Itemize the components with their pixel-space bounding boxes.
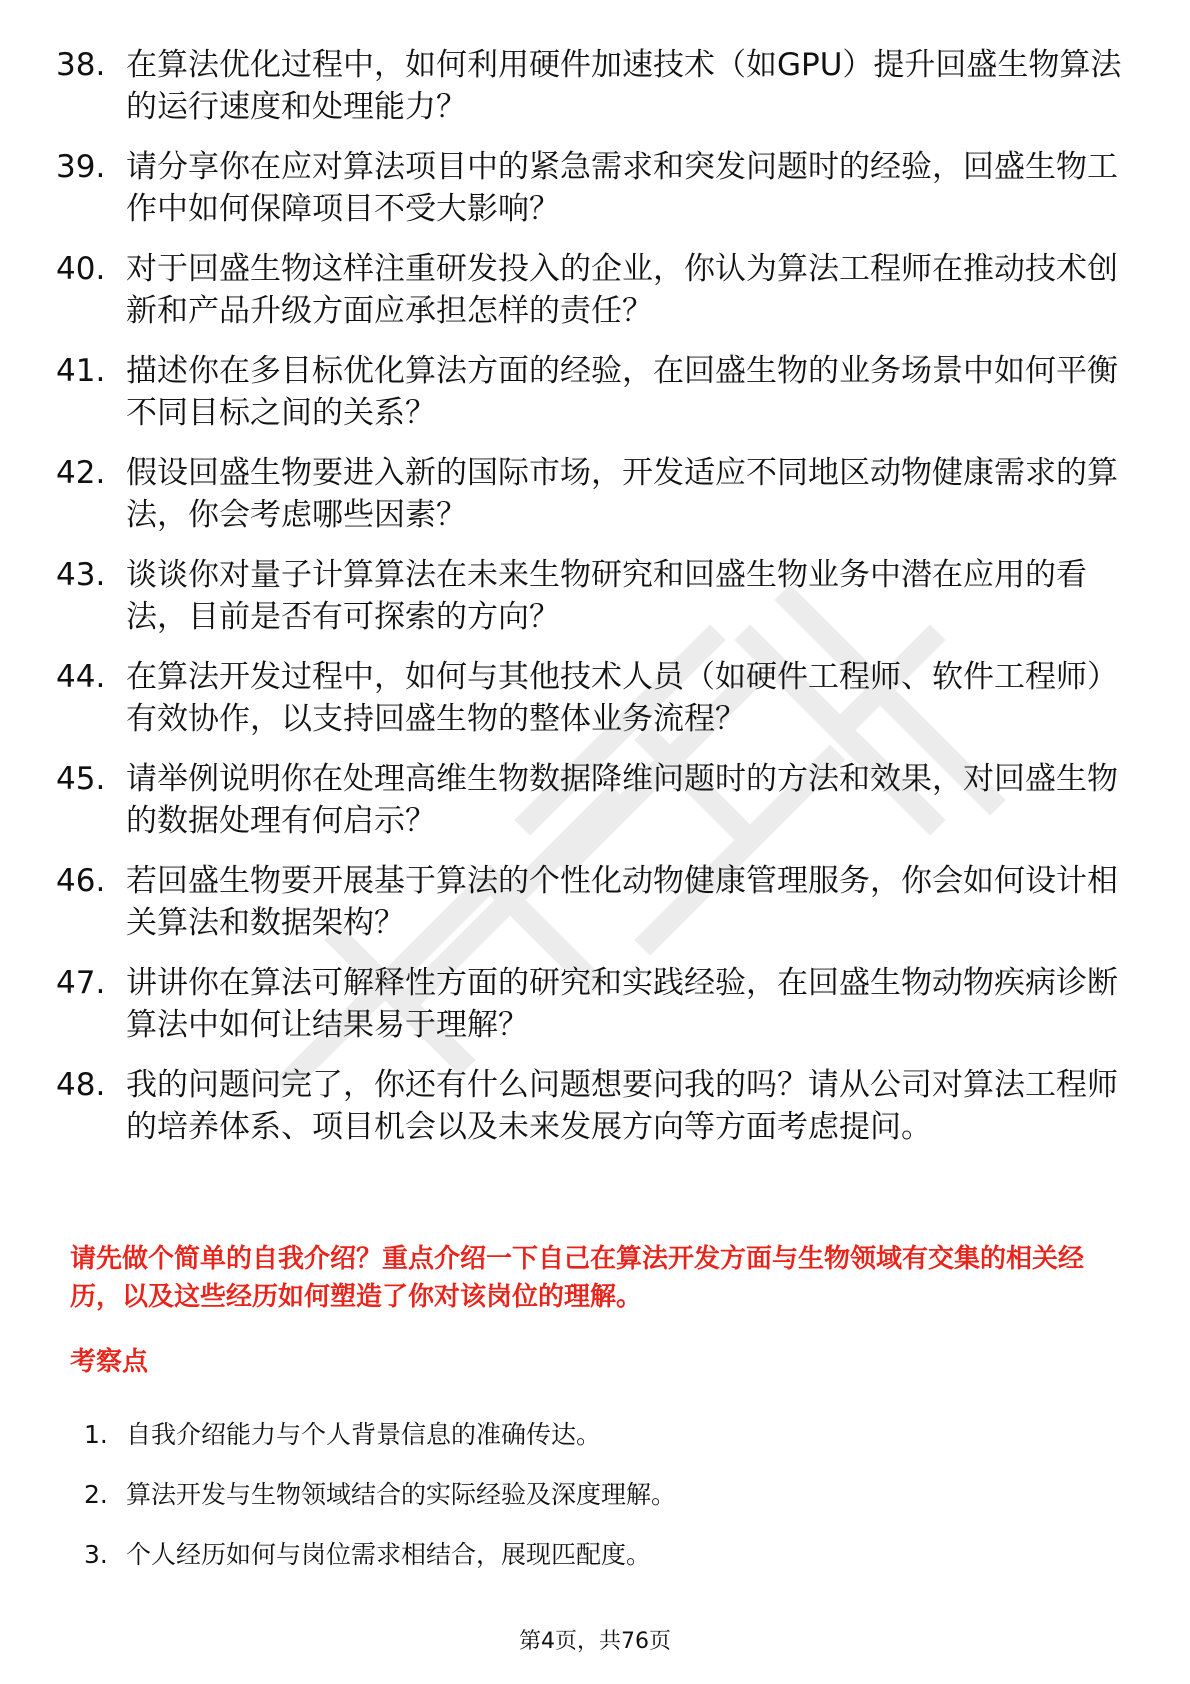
question-text: 我的问题问完了，你还有什么问题想要问我的吗？请从公司对算法工程师的培养体系、项目机会以及未来发展方向等方面考虑提问。 — [126, 1067, 1118, 1145]
list-item — [84, 1538, 1124, 1572]
question-number: 43. — [56, 557, 106, 593]
question-text: 假设回盛生物要进入新的国际市场，开发适应不同地区动物健康需求的算法，你会考虑哪些因素？ — [126, 455, 1118, 533]
question-item — [56, 962, 1136, 1046]
question-item — [56, 248, 1136, 332]
point-text: 自我介绍能力与个人背景信息的准确传达。 — [126, 1420, 602, 1449]
question-number: 48. — [56, 1067, 106, 1103]
question-item — [56, 656, 1136, 740]
question-text: 描述你在多目标优化算法方面的经验，在回盛生物的业务场景中如何平衡不同目标之间的关系？ — [126, 353, 1118, 431]
section-title: 考察点 — [70, 1347, 149, 1377]
question-item — [56, 350, 1136, 434]
question-item — [56, 758, 1136, 842]
point-number: 3. — [84, 1540, 108, 1569]
question-text: 对于回盛生物这样注重研发投入的企业，你认为算法工程师在推动技术创新和产品升级方面应承担怎样的责任？ — [126, 251, 1118, 329]
list-item — [84, 1478, 1124, 1512]
list-item — [84, 1418, 1124, 1452]
question-number: 42. — [56, 455, 106, 491]
question-number: 41. — [56, 353, 106, 389]
question-item — [56, 1064, 1136, 1148]
question-text: 请举例说明你在处理高维生物数据降维问题时的方法和效果，对回盛生物的数据处理有何启示？ — [126, 761, 1118, 839]
question-item — [56, 44, 1136, 128]
question-text: 请分享你在应对算法项目中的紧急需求和突发问题时的经验，回盛生物工作中如何保障项目不受大影响？ — [126, 149, 1118, 227]
question-item — [56, 146, 1136, 230]
assessment-points — [84, 1418, 1124, 1598]
question-number: 40. — [56, 251, 106, 287]
question-text: 讲讲你在算法可解释性方面的研究和实践经验，在回盛生物动物疾病诊断算法中如何让结果易于理解？ — [126, 965, 1118, 1043]
point-number: 2. — [84, 1480, 108, 1509]
question-text: 在算法开发过程中，如何与其他技术人员（如硬件工程师、软件工程师）有效协作，以支持回盛生物的整体业务流程？ — [126, 659, 1118, 737]
question-text: 在算法优化过程中，如何利用硬件加速技术（如GPU）提升回盛生物算法的运行速度和处理能力？ — [126, 47, 1122, 125]
question-list — [56, 44, 1136, 1166]
point-text: 个人经历如何与岗位需求相结合，展现匹配度。 — [126, 1540, 652, 1569]
point-text: 算法开发与生物领域结合的实际经验及深度理解。 — [126, 1480, 677, 1509]
intro-question: 请先做个简单的自我介绍？重点介绍一下自己在算法开发方面与生物领域有交集的相关经历，以及这些经历如何塑造了你对该岗位的理解。 — [70, 1244, 1085, 1312]
question-item — [56, 452, 1136, 536]
point-number: 1. — [84, 1420, 108, 1449]
question-number: 38. — [56, 47, 106, 83]
question-item — [56, 554, 1136, 638]
question-number: 45. — [56, 761, 106, 797]
question-number: 46. — [56, 863, 106, 899]
question-number: 47. — [56, 965, 106, 1001]
question-item — [56, 860, 1136, 944]
question-text: 若回盛生物要开展基于算法的个性化动物健康管理服务，你会如何设计相关算法和数据架构？ — [126, 863, 1118, 941]
question-number: 39. — [56, 149, 106, 185]
question-number: 44. — [56, 659, 106, 695]
page-footer: 第4页，共76页 — [519, 1629, 671, 1654]
question-text: 谈谈你对量子计算算法在未来生物研究和回盛生物业务中潜在应用的看法，目前是否有可探索的方向？ — [126, 557, 1087, 635]
